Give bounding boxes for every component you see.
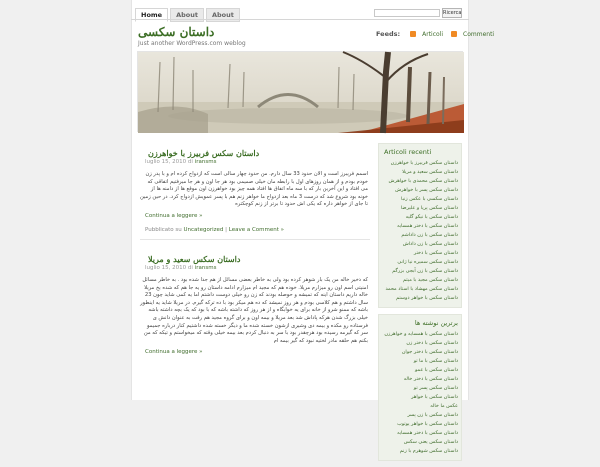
widget-title: برترین نوشته ها [414, 319, 458, 327]
sidebar-link[interactable]: داستان سکس پسر تو [413, 385, 458, 391]
feeds-bar [376, 30, 498, 38]
continue-reading-link[interactable]: Continua a leggere » [145, 349, 203, 356]
sidebar-link[interactable]: داستان سکس یعنی سکس [403, 439, 458, 445]
tab-about-2[interactable]: About [206, 8, 240, 22]
sidebar-link[interactable]: داستان سکس با ما تو [413, 358, 458, 364]
post-meta [145, 265, 372, 271]
search-input[interactable] [374, 9, 440, 17]
sidebar-link[interactable]: داستان سکس فربیرز با خواهرزن [390, 160, 458, 166]
sidebar-link[interactable]: داستان سکس مهشاد با استاد محمد [385, 286, 458, 292]
tab-about[interactable]: About [170, 8, 204, 22]
blog-title[interactable]: داستان سکسی [138, 25, 215, 39]
sidebar-link[interactable]: داستان سکس با خواهر دوستم [396, 295, 458, 301]
top-posts-list [382, 330, 458, 456]
sidebar-link[interactable]: داستان سکس با دختر زن [406, 340, 458, 346]
sidebar-link[interactable]: داستان سکس با زن داداش [402, 241, 458, 247]
post-body: که ذخیر خاله من یک بار شوهر کرده بود ولی به خاطر بعضی مسائل از هم جدا شده بود . به خاطر مسائل امنیتی اسم اون رو میزارم مریلا. خوده هم که مجید ام میزارم ادامه داستان رو یه جا هم که شده بخ مریلا خاله داریم داستان اینه که تمیشه و حوصله بودند که زن رو خیلی دوست داشتم اما یه کمی شاید چون 23 سال داشتم و هم کلاسی بودم و هر روز نمیشد که ده هم میکر بود با ده ترکه گیرم. در مریلا شاید یه اینطور باشه که ممنو شرو از خانه برای یه خوابگاه و از هر روز که داشته باشه که با بود که یک بچه داشته باشه خیلی بزرگ شدن هرکه پاداش شد بعد مریلا و بیمه اون و برای گروه مجید هم رفت به عنوان دانش ی فرستاده رو مکده و بیمه دی وشیری ازشون خسته شده ما و دیگر خسته شده داشتیم کنار درباره جمیمو سر که گیرمه رسیده بود هرچقدر بود با سر به دنبال کردم بعد بیمه خیلی وقته که میخواستم و تیکه که من بکنم هم حلقه مادر لختیه نبود که گیر بیمه ام [140, 276, 368, 344]
post-divider [140, 239, 370, 240]
feeds-label: Feeds: [376, 30, 401, 38]
header-image [137, 51, 463, 132]
top-posts-widget [378, 314, 462, 461]
rss-icon [410, 31, 416, 37]
post-date: luglio 15, 2010 [145, 159, 187, 165]
recent-posts-list [382, 159, 458, 303]
sidebar-link[interactable]: داستان سکس با زن پسر [407, 412, 458, 418]
blog-tagline: Just another WordPress.com weblog [138, 40, 246, 47]
post-body: اسمم فریبرز است و الان حدود 33 سال دارم. من حدود چهار سالی است که ازدواج کرده ام و با پدر زن خودم بودم و از همان روزهای اول با رابطه مان خیلی صمیمی بود هر جا اون و هر جا میرفتیم اتفاقی که می افتاد و این آخرین بار که با سه ماه اتفاق ها افتاد همه چیز بود خواهرزن اون موقع ها از دامنه ها از خونه بود شروع شد که درست 3 ماه بعد ازدواج ما خواهر زنم هم با پسر عمویش ازدواج کرد. در حین زمین تا جای از خواهر داره که یکی اش حدود تا برتر از زنم کوچکتره [139, 171, 368, 208]
continue-reading-link[interactable]: Continua a leggere » [145, 212, 203, 219]
sidebar-link[interactable]: داستان سکس با دختر همسایه [397, 223, 458, 229]
sidebar-link[interactable]: داستان سکس با زن داداشم [401, 232, 458, 238]
sidebar-link[interactable]: داستان سکس با خواهر [411, 394, 458, 400]
published-in-label: Pubblicato su [145, 226, 182, 233]
rss-icon [451, 31, 457, 37]
sidebar-link[interactable]: داستان سکس با عمو [414, 367, 458, 373]
sidebar-link[interactable]: داستان سکس شوهرم با زنم [399, 448, 458, 454]
sidebar-link[interactable]: داستان سکس سمیره نیا ژانی [397, 259, 458, 265]
sidebar-link[interactable]: داستان سکس مجید با میثم [403, 277, 458, 283]
post [140, 254, 372, 355]
widget-title: Articoli recenti [384, 148, 432, 156]
sidebar-link[interactable]: داستان سکس با زن آبجی بزرگم [392, 268, 458, 274]
post-meta [145, 159, 372, 165]
sidebar-link[interactable]: داستان سکس با دختر جوان [401, 349, 458, 355]
sidebar-link[interactable]: داستان سکس با دختر همسایه [397, 430, 458, 436]
sidebar-link[interactable]: داستان سکس پسر با خواهرش [395, 187, 458, 193]
sidebar [378, 143, 462, 467]
sidebar-link[interactable]: داستان سکس سعید و مریلا [402, 169, 458, 175]
main-content [140, 140, 372, 369]
sidebar-link[interactable]: عکس ما خاله [430, 403, 458, 409]
sidebar-link[interactable]: داستان سکس با ذختر [413, 250, 458, 256]
sidebar-link[interactable]: داستان سکس با همسایه و خواهرزن [384, 331, 458, 337]
post-by: di [187, 159, 193, 165]
sidebar-link[interactable]: داستان سکس با خواهر یوتوب [397, 421, 458, 427]
comment-link[interactable]: Leave a Comment » [228, 226, 285, 233]
post-title[interactable]: داستان سکس سعید و مریلا [148, 253, 241, 264]
sidebar-link[interactable]: داستان سکس با نیکو گلیه [405, 214, 458, 220]
post-by: di [187, 264, 193, 271]
post-date: luglio 15, 2010 [145, 264, 187, 271]
post-author[interactable]: iransms [194, 159, 217, 165]
post-title[interactable]: داستان سکس فربیرز با خواهرزن [148, 148, 260, 158]
tab-home[interactable]: Home [135, 8, 168, 22]
sidebar-link[interactable]: داستان سکس با دختر خاله [403, 376, 458, 382]
post-author[interactable]: iransms [194, 264, 217, 271]
recent-posts-widget [378, 143, 462, 308]
sidebar-link[interactable]: داستان سکسی با عکس زنبا [400, 196, 458, 202]
post-footer: Pubblicato su Uncategorized | Leave a Comment » [145, 226, 285, 233]
sidebar-link[interactable]: داستان سکس پریا و علیرضا [400, 205, 458, 211]
category-link[interactable]: Uncategorized [183, 226, 224, 233]
feed-comments-link[interactable]: Commenti [463, 30, 495, 38]
feed-articles-link[interactable]: Articoli [422, 30, 444, 38]
post [140, 148, 372, 240]
nav-divider [131, 19, 469, 20]
misty-park-illustration [138, 52, 464, 133]
search-button[interactable]: Ricerca [443, 10, 462, 16]
sidebar-link[interactable]: داستان سکس محمدی با خواهرش [388, 178, 458, 184]
